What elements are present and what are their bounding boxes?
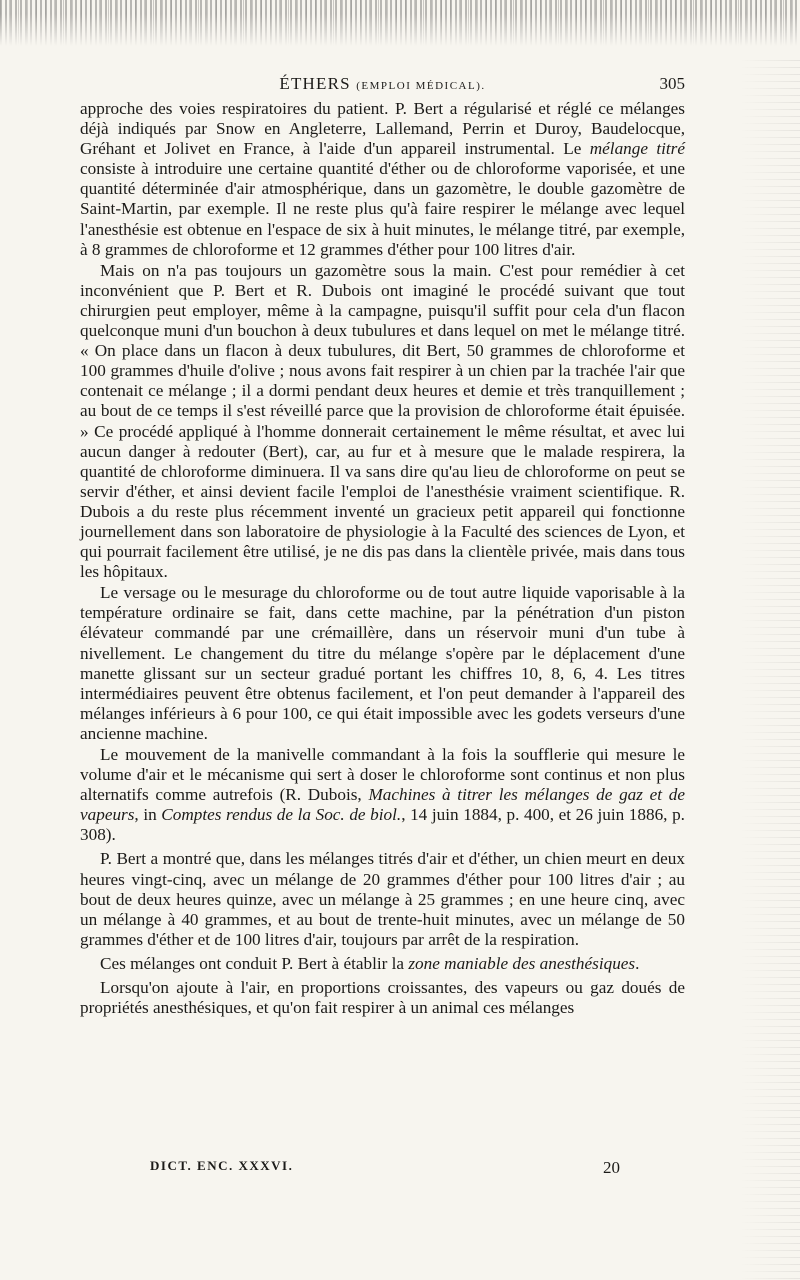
paragraph: [80, 261, 685, 583]
text-run: Lorsqu'on ajoute à l'air, en proportions croissantes, des vapeurs ou gaz doués de propriétés anesthésiques, et qu'on fait respirer à un animal ces mélanges: [80, 978, 685, 1018]
signature-mark: DICT. ENC. XXXVI.: [150, 1158, 294, 1173]
text-run: P. Bert a montré que, dans les mélanges titrés d'air et d'éther, un chien meurt en deux heures vingt-cinq, avec un mélange de 20 grammes d'éther pour 100 litres d'air ; au bout de deux heures quinze, avec un mélange à 25 grammes ; en une heure cinq, avec un mélange à 40 grammes, et au bout de trente-huit minutes, avec un mélange de 50 grammes d'éther et de 100 litres d'air, toujours par arrêt de la respiration.: [80, 849, 685, 949]
body-text: [80, 99, 685, 1018]
running-title-sub: (EMPLOI MÉDICAL).: [356, 80, 486, 92]
italic-text: Machines à titrer les mélanges de gaz et de vapeurs: [80, 785, 685, 825]
text-run: Ces mélanges ont conduit P. Bert à établir la: [100, 953, 409, 973]
paragraph: [80, 849, 685, 949]
text-run: .: [635, 953, 640, 973]
text-run: , in: [134, 805, 162, 825]
scan-edge-noise: [0, 0, 800, 46]
italic-text: zone maniable des anesthésiques: [408, 953, 636, 973]
sheet-number: 20: [603, 1158, 620, 1177]
page-number: 305: [659, 74, 685, 93]
italic-text: Comptes rendus de la Soc. de biol.: [161, 805, 402, 825]
running-head: [80, 74, 685, 100]
running-title-main: ÉTHERS: [279, 74, 351, 93]
scan-margin-noise: [740, 60, 800, 1280]
text-run: Le versage ou le mesurage du chloroforme ou de tout autre liquide vaporisable à la température ordinaire se fait, dans cette machine, par la pénétration d'un piston élévateur commandé par une crémaillère, dans un réservoir muni d'un tube à nivellement. Le changement du titre du mélange s'opère par le déplacement d'une manette glissant sur un secteur gradué portant les chiffres 10, 8, 6, 4. Les titres intermédiaires peuvent être obtenus facilement, et l'on peut demander à l'appareil des mélanges inférieurs à 6 pour 100, ce qui était impossible avec les godets verseurs d'une ancienne machine.: [80, 583, 685, 743]
paragraph: [80, 99, 685, 260]
paragraph: [80, 954, 685, 974]
italic-text: mélange titré: [589, 139, 685, 159]
text-run: , 14 juin 1884, p. 400, et 26 juin 1886, p. 308).: [80, 805, 685, 845]
text-run: Le mouvement de la manivelle commandant à la fois la soufflerie qui mesure le volume d'air et le mécanisme qui sert à doser le chloroforme sont continus et non plus alternatifs comme autrefois (R. Dubois,: [80, 745, 685, 805]
page-footer: [150, 1158, 620, 1182]
paragraph: [80, 745, 685, 845]
text-run: approche des voies respiratoires du patient. P. Bert a régularisé et réglé ce mélanges déjà indiqués par Snow en Angleterre, Lallemand, Perrin et Duroy, Baudelocque, Gréhant et Jolivet en France, à l'aide d'un appareil instrumental. Le: [80, 99, 685, 159]
text-run: consiste à introduire une certaine quantité d'éther ou de chloroforme vaporisée, et une quantité déterminée d'air atmosphérique, dans un gazomètre, le double gazomètre de Saint-Martin, par exemple. Il ne reste plus qu'à faire respirer le mélange avec lequel l'anesthésie est obtenue en l'espace de six à huit minutes, le mélange titré, par exemple, à 8 grammes de chloroforme et 12 grammes d'éther pour 100 litres d'air.: [80, 159, 685, 259]
paragraph: [80, 583, 685, 744]
running-title: [80, 74, 685, 94]
paragraph: [80, 978, 685, 1018]
text-run: Mais on n'a pas toujours un gazomètre sous la main. C'est pour remédier à cet inconvénient que P. Bert et R. Dubois ont imaginé le procédé suivant que tout chirurgien peut employer, même à la campagne, puisqu'il suffit pour cela d'un flacon quelconque muni d'un bouchon à deux tubulures et dans lequel on met le mélange titré. « On place dans un flacon à deux tubulures, dit Bert, 50 grammes de chloroforme et 100 grammes d'huile d'olive ; nous avons fait respirer à un chien par la trachée l'air que contenait ce mélange ; il a dormi pendant deux heures et demie et très tranquillement ; au bout de ce temps il s'est réveillé parce que la provision de chloroforme était épuisée. » Ce procédé appliqué à l'homme donnerait certainement le même résultat, et avec lui aucun danger à redouter (Bert), car, au fur et à mesure que le malade respirera, la quantité de chloroforme diminuera. Il va sans dire qu'au lieu de chloroforme on peut se servir d'éther, et ainsi devient facile l'emploi de l'anesthésie vraiment scientifique. R. Dubois a du reste plus récemment inventé un gracieux petit appareil qui fonctionne journellement dans son laboratoire de physiologie à la Faculté des sciences de Lyon, et qui pourrait facilement être utilisé, je ne dis pas dans la clientèle privée, mais dans tous les hôpitaux.: [80, 260, 685, 582]
